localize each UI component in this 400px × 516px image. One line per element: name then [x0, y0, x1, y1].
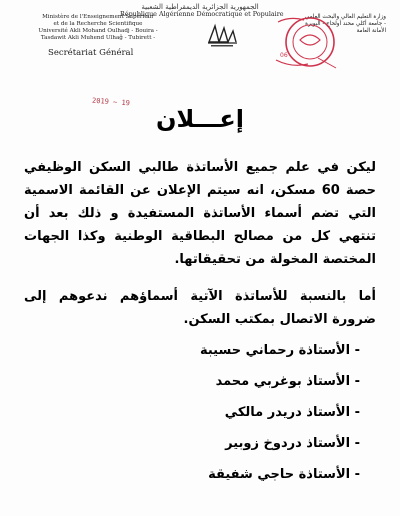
header-french-republic: République Algérienne Démocratique et Populaire — [120, 10, 284, 18]
header-left-line-2: et de la Recherche Scientifique — [53, 21, 143, 27]
header-right-line-1: وزارة التعليم العالي والبحث العلمي — [304, 14, 386, 20]
announcement-paragraph-2: أما بالنسبة للأساتذة الآتية أسماؤهم ندعوهم إلى ضرورة الاتصال بمكتب السكن. — [24, 289, 376, 327]
page-title: إعـــلان — [156, 105, 244, 133]
svg-text:06: 06 — [280, 52, 288, 59]
header-left-line-4: Tasdawit Akli Muhend Ulhağ - Tubirett - — [40, 35, 156, 41]
header-left-line-3: Université Akli Mohand Oulhadj - Bouira - — [38, 28, 158, 34]
header-left-line-1: Ministère de l'Enseignement Supérieur — [42, 14, 154, 20]
announcement-body — [24, 156, 376, 331]
received-date-stamp: 2019 ~ 19 — [91, 96, 131, 108]
announcement-paragraph-1: ليكن في علم جميع الأساتذة طالبي السكن الوظيفي حصة 60 مسكن، انه سيتم الإعلان عن القائمة الاسمية التي تضم أسماء الأساتذة المستفيدة و ذلك بعد أن تنتهي كل من مصالح البطاقية الوطنية وكذا الجهات المختصة المخولة من تحقيقاتها. — [24, 160, 376, 267]
header-right-line-3: الأمانة العامة — [356, 28, 386, 34]
list-item: - الأستاذة حاجي شفيقة — [208, 467, 360, 482]
secretariat-label: Secrétariat Général — [48, 48, 134, 58]
names-list — [200, 343, 360, 498]
list-item: - الأستاذ بوغربي محمد — [215, 374, 360, 389]
list-item: - الأستاذة رحماني حسيبة — [199, 343, 360, 358]
official-stamp-icon — [270, 10, 344, 76]
header-right-line-2: جامعة أكلي محند أولحاج - البويرة - — [305, 21, 386, 27]
header-left-block — [28, 14, 168, 42]
list-item: - الأستاذ دريدر مالكي — [224, 405, 360, 420]
list-item: - الأستاذ دردوخ زوبير — [225, 436, 360, 451]
university-logo-icon — [205, 22, 239, 48]
header-arabic-republic: الجمهورية الجزائرية الديمقراطية الشعبية — [141, 3, 259, 11]
